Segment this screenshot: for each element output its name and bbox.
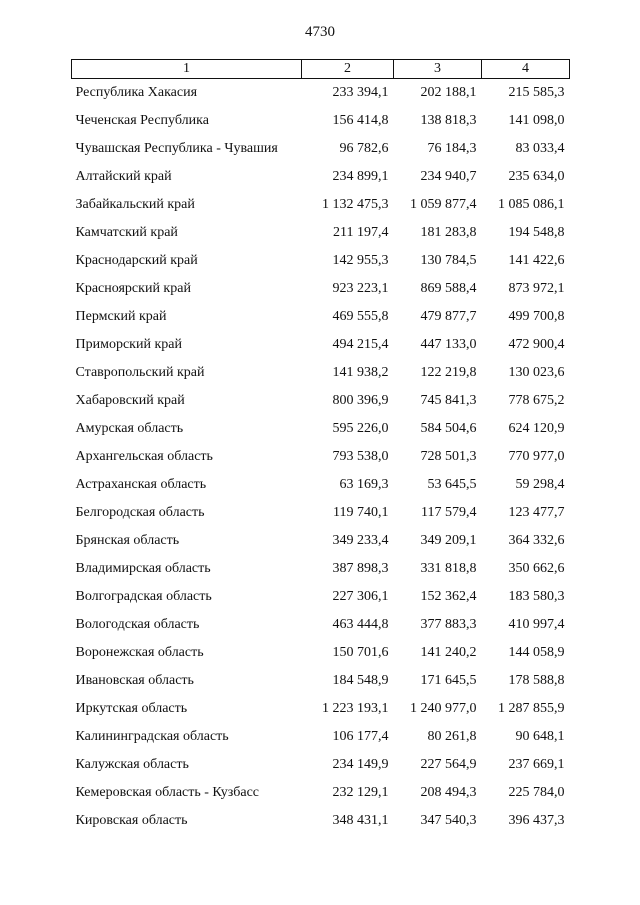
value-col-2-cell: 234 899,1 <box>332 169 389 184</box>
value-col-4-cell: 215 585,3 <box>508 85 565 100</box>
value-col-2-cell: 227 306,1 <box>332 589 389 604</box>
table-row <box>72 107 570 135</box>
table-row <box>72 751 570 779</box>
value-col-3-cell: 53 645,5 <box>427 477 477 492</box>
table-row <box>72 667 570 695</box>
value-col-3-cell: 171 645,5 <box>420 673 477 688</box>
value-col-4-cell: 178 588,8 <box>508 673 565 688</box>
region-name-cell: Амурская область <box>75 421 184 436</box>
region-name-cell: Чувашская Республика - Чувашия <box>75 141 278 156</box>
value-col-2-cell: 184 548,9 <box>332 673 389 688</box>
value-col-2-cell: 234 149,9 <box>332 757 389 772</box>
value-col-2-cell: 1 132 475,3 <box>322 197 389 212</box>
table-row <box>72 275 570 303</box>
region-name-cell: Вологодская область <box>75 617 200 632</box>
value-col-4-cell: 1 085 086,1 <box>498 197 565 212</box>
region-name-cell: Республика Хакасия <box>75 85 198 100</box>
region-name-cell: Кемеровская область - Кузбасс <box>75 785 260 800</box>
table-row <box>72 583 570 611</box>
value-col-3-cell: 80 261,8 <box>427 729 477 744</box>
value-col-4-cell: 141 098,0 <box>508 113 565 128</box>
value-col-3-cell: 141 240,2 <box>420 645 477 660</box>
region-name-cell: Иркутская область <box>75 701 188 716</box>
value-col-4-cell: 194 548,8 <box>508 225 565 240</box>
value-col-2-cell: 349 233,4 <box>332 533 389 548</box>
value-col-3-cell: 76 184,3 <box>427 141 477 156</box>
region-name-cell: Астраханская область <box>75 477 207 492</box>
value-col-4-cell: 59 298,4 <box>515 477 565 492</box>
value-col-4-cell: 83 033,4 <box>515 141 565 156</box>
value-col-2-cell: 469 555,8 <box>332 309 389 324</box>
value-col-3-cell: 728 501,3 <box>420 449 477 464</box>
value-col-4-cell: 396 437,3 <box>508 813 565 828</box>
table-row <box>72 359 570 387</box>
table-body <box>72 79 570 836</box>
region-name-cell: Владимирская область <box>75 561 211 576</box>
value-col-3-cell: 152 362,4 <box>420 589 477 604</box>
value-col-3-cell: 117 579,4 <box>421 505 477 520</box>
table-row <box>72 695 570 723</box>
value-col-2-cell: 233 394,1 <box>332 85 389 100</box>
value-col-3-cell: 745 841,3 <box>420 393 477 408</box>
table-row <box>72 135 570 163</box>
region-name-cell: Камчатский край <box>75 225 178 240</box>
value-col-4-cell: 235 634,0 <box>508 169 565 184</box>
value-col-2-cell: 106 177,4 <box>332 729 389 744</box>
value-col-2-cell: 96 782,6 <box>339 141 389 156</box>
table-row <box>72 219 570 247</box>
value-col-4-cell: 1 287 855,9 <box>498 701 565 716</box>
value-col-3-cell: 377 883,3 <box>420 617 477 632</box>
value-col-3-cell: 584 504,6 <box>420 421 477 436</box>
region-name-cell: Калининградская область <box>75 729 229 744</box>
table-row <box>72 611 570 639</box>
value-col-4-cell: 237 669,1 <box>508 757 565 772</box>
regions-table <box>71 59 570 835</box>
value-col-3-cell: 331 818,8 <box>420 561 477 576</box>
table-row <box>72 443 570 471</box>
region-name-cell: Чеченская Республика <box>75 113 209 128</box>
region-name-cell: Брянская область <box>75 533 180 548</box>
table-row <box>72 331 570 359</box>
value-col-3-cell: 869 588,4 <box>420 281 477 296</box>
value-col-4-cell: 183 580,3 <box>508 589 565 604</box>
value-col-3-cell: 181 283,8 <box>420 225 477 240</box>
region-name-cell: Алтайский край <box>75 169 172 184</box>
value-col-2-cell: 156 414,8 <box>332 113 389 128</box>
header-col-4: 4 <box>482 60 570 79</box>
value-col-2-cell: 387 898,3 <box>332 561 389 576</box>
table-row <box>72 527 570 555</box>
value-col-2-cell: 119 740,1 <box>333 505 389 520</box>
value-col-2-cell: 232 129,1 <box>332 785 389 800</box>
value-col-3-cell: 447 133,0 <box>420 337 477 352</box>
table-row <box>72 163 570 191</box>
value-col-3-cell: 138 818,3 <box>420 113 477 128</box>
value-col-4-cell: 410 997,4 <box>508 617 565 632</box>
table-row <box>72 639 570 667</box>
value-col-3-cell: 122 219,8 <box>420 365 477 380</box>
value-col-4-cell: 144 058,9 <box>508 645 565 660</box>
value-col-4-cell: 364 332,6 <box>508 533 565 548</box>
value-col-3-cell: 479 877,7 <box>420 309 477 324</box>
value-col-4-cell: 472 900,4 <box>508 337 565 352</box>
region-name-cell: Воронежская область <box>75 645 204 660</box>
header-col-1: 1 <box>72 60 302 79</box>
value-col-3-cell: 347 540,3 <box>420 813 477 828</box>
header-col-3: 3 <box>394 60 482 79</box>
value-col-3-cell: 208 494,3 <box>420 785 477 800</box>
table-row <box>72 247 570 275</box>
value-col-3-cell: 1 059 877,4 <box>410 197 477 212</box>
value-col-4-cell: 499 700,8 <box>508 309 565 324</box>
value-col-2-cell: 142 955,3 <box>332 253 389 268</box>
value-col-2-cell: 150 701,6 <box>332 645 389 660</box>
table-row <box>72 779 570 807</box>
value-col-4-cell: 123 477,7 <box>508 505 565 520</box>
value-col-4-cell: 624 120,9 <box>508 421 565 436</box>
value-col-2-cell: 793 538,0 <box>332 449 389 464</box>
region-name-cell: Красноярский край <box>75 281 191 296</box>
value-col-2-cell: 211 197,4 <box>333 225 389 240</box>
region-name-cell: Пермский край <box>75 309 167 324</box>
value-col-2-cell: 800 396,9 <box>332 393 389 408</box>
region-name-cell: Архангельская область <box>75 449 213 464</box>
table-row <box>72 387 570 415</box>
value-col-4-cell: 225 784,0 <box>508 785 565 800</box>
region-name-cell: Кировская область <box>75 813 188 828</box>
value-col-4-cell: 770 977,0 <box>508 449 565 464</box>
value-col-2-cell: 923 223,1 <box>332 281 389 296</box>
value-col-4-cell: 873 972,1 <box>508 281 565 296</box>
value-col-2-cell: 63 169,3 <box>339 477 389 492</box>
table-row <box>72 415 570 443</box>
value-col-4-cell: 130 023,6 <box>508 365 565 380</box>
table-row <box>72 79 570 108</box>
table-row <box>72 723 570 751</box>
table-row <box>72 303 570 331</box>
value-col-3-cell: 227 564,9 <box>420 757 477 772</box>
value-col-2-cell: 494 215,4 <box>332 337 389 352</box>
region-name-cell: Ивановская область <box>75 673 194 688</box>
value-col-3-cell: 130 784,5 <box>420 253 477 268</box>
table-row <box>72 191 570 219</box>
header-col-2: 2 <box>302 60 394 79</box>
value-col-3-cell: 202 188,1 <box>420 85 477 100</box>
value-col-4-cell: 141 422,6 <box>508 253 565 268</box>
region-name-cell: Ставропольский край <box>75 365 205 380</box>
page-number: 4730 <box>305 24 335 40</box>
value-col-4-cell: 350 662,6 <box>508 561 565 576</box>
value-col-3-cell: 349 209,1 <box>420 533 477 548</box>
region-name-cell: Волгоградская область <box>75 589 212 604</box>
value-col-2-cell: 141 938,2 <box>332 365 389 380</box>
value-col-2-cell: 348 431,1 <box>332 813 389 828</box>
header-row <box>72 60 570 79</box>
value-col-4-cell: 778 675,2 <box>508 393 565 408</box>
table-row <box>72 499 570 527</box>
region-name-cell: Приморский край <box>75 337 182 352</box>
value-col-3-cell: 1 240 977,0 <box>410 701 477 716</box>
region-name-cell: Белгородская область <box>75 505 205 520</box>
table-header <box>72 60 570 79</box>
region-name-cell: Калужская область <box>75 757 189 772</box>
value-col-2-cell: 1 223 193,1 <box>322 701 389 716</box>
table-row <box>72 807 570 835</box>
value-col-2-cell: 463 444,8 <box>332 617 389 632</box>
region-name-cell: Хабаровский край <box>75 393 185 408</box>
region-name-cell: Краснодарский край <box>75 253 198 268</box>
table-row <box>72 471 570 499</box>
region-name-cell: Забайкальский край <box>75 197 195 212</box>
value-col-3-cell: 234 940,7 <box>420 169 477 184</box>
value-col-2-cell: 595 226,0 <box>332 421 389 436</box>
table-row <box>72 555 570 583</box>
value-col-4-cell: 90 648,1 <box>515 729 565 744</box>
